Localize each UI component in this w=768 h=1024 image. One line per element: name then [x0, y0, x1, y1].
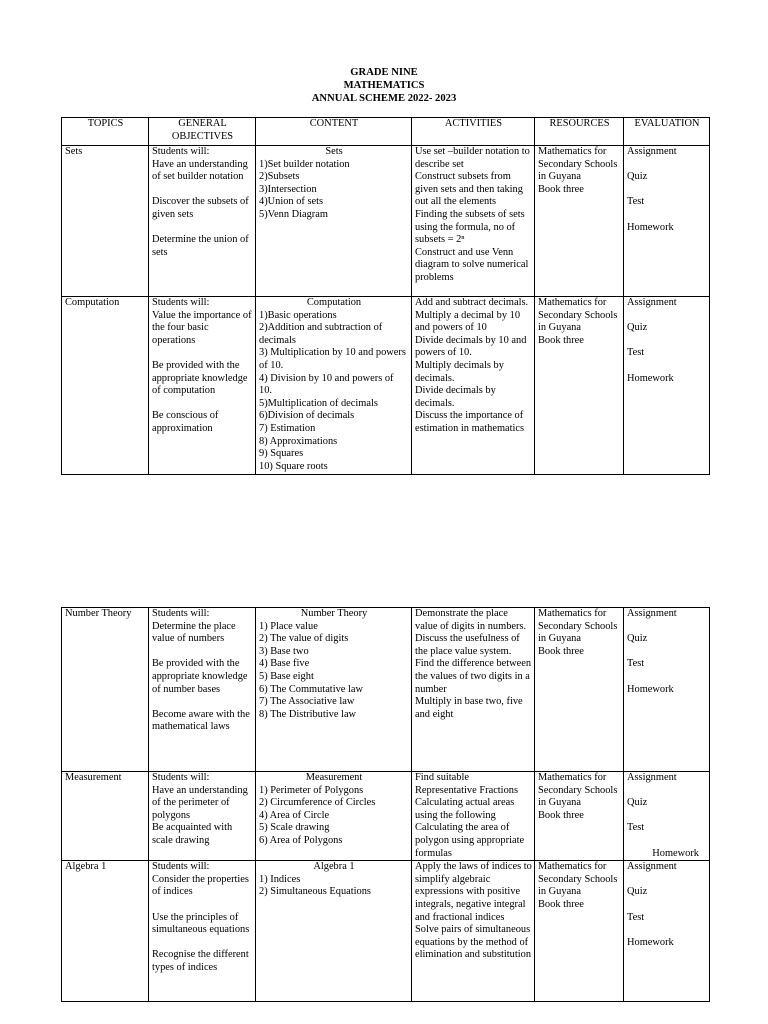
- content-item: 2)Subsets: [259, 171, 300, 183]
- evaluation-item: Assignment: [627, 297, 677, 308]
- activity-item: Divide decimals by 10 and powers of 10.: [415, 334, 527, 359]
- spacer: [152, 347, 253, 360]
- spacer: [152, 937, 253, 950]
- content-item: 5)Multiplication of decimals: [259, 397, 378, 409]
- content-cell: [256, 297, 412, 475]
- activity-item: Finding the subsets of sets using the formula, no of subsets = 2ⁿ: [415, 208, 525, 246]
- spacer: [152, 184, 253, 197]
- activities-cell: [412, 608, 535, 772]
- resource-item: Mathematics for Secondary Schools in Guyana: [538, 861, 618, 898]
- objective-item: Have an understanding of set builder notation: [152, 158, 248, 183]
- topic-name: Number Theory: [65, 608, 132, 619]
- resource-item: Mathematics for Secondary Schools in Guyana: [538, 772, 618, 809]
- objective-item: Discover the subsets of given sets: [152, 196, 249, 220]
- objective-item: Be acquainted with scale drawing: [152, 822, 233, 846]
- content-item: 1)Basic operations: [259, 309, 337, 321]
- objective-item: Use the principles of simultaneous equations: [152, 911, 250, 936]
- evaluation-cell: [624, 146, 710, 297]
- evaluation-item: Quiz: [627, 886, 648, 898]
- objective-item: Become aware with the mathematical laws: [152, 708, 250, 733]
- objective-item: Students will:: [152, 772, 210, 783]
- evaluation-item: Homework: [627, 683, 674, 695]
- topic-cell: [62, 146, 149, 297]
- scheme-table-part-1: [61, 117, 710, 475]
- activity-item: Find suitable Representative Fractions: [415, 772, 519, 796]
- resources-cell: [535, 861, 624, 1002]
- resources-cell: [535, 297, 624, 475]
- activity-item: Demonstrate the place value of digits in numbers.: [415, 608, 527, 632]
- content-cell: [256, 772, 412, 861]
- objectives-cell: [149, 146, 256, 297]
- evaluation-item: Homework: [627, 221, 674, 233]
- spacer: [152, 696, 253, 709]
- objective-item: Recognise the different types of indices: [152, 949, 249, 973]
- topic-cell: [62, 861, 149, 1002]
- objective-item: Be provided with the appropriate knowledge of number bases: [152, 658, 248, 695]
- activities-cell: [412, 146, 535, 297]
- evaluation-item: Test: [627, 196, 645, 208]
- evaluation-item: Assignment: [627, 146, 677, 157]
- topic-name: Algebra 1: [65, 861, 107, 873]
- column-header-objectives: GENERAL OBJECTIVES: [149, 118, 256, 146]
- activity-item: Calculating actual areas using the following: [415, 797, 515, 821]
- content-item: 6)Division of decimals: [259, 410, 355, 422]
- resource-item: Book three: [538, 809, 584, 821]
- activity-item: Discuss the usefulness of the place value system.: [415, 633, 520, 657]
- topic-name: Sets: [65, 146, 83, 157]
- activities-cell: [412, 772, 535, 861]
- resource-item: Book three: [538, 334, 584, 346]
- evaluation-item: Homework: [652, 847, 699, 859]
- activity-item: Find the difference between the values of two digits in a number: [415, 658, 532, 695]
- evaluation-item: Quiz: [627, 171, 648, 183]
- spacer: [152, 398, 253, 411]
- spacer: [152, 899, 253, 912]
- objective-item: Consider the properties of indices: [152, 873, 249, 898]
- table-row-sets: [62, 146, 710, 297]
- evaluation-item: Homework: [627, 936, 674, 948]
- objective-item: Value the importance of the four basic operations: [152, 309, 252, 346]
- content-item: 2) Simultaneous Equations: [259, 886, 371, 898]
- content-title: Algebra 1: [313, 861, 355, 873]
- content-item: 6) The Commutative law: [259, 683, 363, 695]
- table-row-number-theory: [62, 608, 710, 772]
- grade-heading: GRADE NINE: [350, 67, 418, 78]
- content-item: 4) Division by 10 and powers of 10.: [259, 372, 394, 397]
- subject-heading: MATHEMATICS: [343, 80, 425, 91]
- content-item: 10) Square roots: [259, 460, 328, 472]
- content-item: 9) Squares: [259, 448, 304, 460]
- evaluation-item: Test: [627, 822, 645, 834]
- table-row-algebra-1: [62, 861, 710, 1002]
- table-header-row: [62, 118, 710, 146]
- scheme-heading: ANNUAL SCHEME 2022- 2023: [311, 93, 457, 104]
- document-header: [0, 66, 768, 105]
- objective-item: Students will:: [152, 297, 210, 308]
- content-item: 2) The value of digits: [259, 633, 349, 645]
- resource-item: Book three: [538, 645, 584, 657]
- column-header-content: CONTENT: [256, 118, 412, 146]
- activity-item: Construct and use Venn diagram to solve numerical problems: [415, 246, 529, 283]
- resource-item: Book three: [538, 183, 584, 195]
- spacer: [152, 646, 253, 659]
- content-item: 3)Intersection: [259, 183, 317, 195]
- evaluation-item: Assignment: [627, 861, 677, 873]
- objective-item: Determine the union of sets: [152, 234, 249, 258]
- evaluation-item: Assignment: [627, 608, 677, 619]
- resources-cell: [535, 608, 624, 772]
- content-item: 4)Union of sets: [259, 196, 324, 208]
- content-title: Measurement: [305, 772, 363, 783]
- evaluation-cell: [624, 772, 710, 861]
- content-item: 1)Set builder notation: [259, 158, 350, 170]
- content-item: 6) Area of Polygons: [259, 834, 343, 846]
- topic-cell: [62, 297, 149, 475]
- evaluation-item: Assignment: [627, 772, 677, 783]
- activity-item: Add and subtract decimals.: [415, 297, 529, 308]
- table-row-computation: [62, 297, 710, 475]
- table-row-measurement: [62, 772, 710, 861]
- activity-item: Multiply in base two, five and eight: [415, 696, 523, 720]
- content-item: 7) Estimation: [259, 422, 316, 434]
- evaluation-item: Quiz: [627, 633, 648, 645]
- activity-item: Apply the laws of indices to simplify algebraic expressions with positive integrals, negative integral and fractional indices: [415, 861, 532, 923]
- activities-cell: [412, 861, 535, 1002]
- topic-name: Measurement: [65, 772, 122, 783]
- evaluation-item: Homework: [627, 372, 674, 384]
- content-item: 7) The Associative law: [259, 696, 355, 708]
- content-title: Computation: [306, 297, 362, 308]
- content-item: 8) The Distributive law: [259, 708, 357, 720]
- content-item: 4) Area of Circle: [259, 809, 330, 821]
- evaluation-item: Quiz: [627, 797, 648, 809]
- content-item: 3) Base two: [259, 645, 309, 657]
- topic-name: Computation: [65, 297, 120, 308]
- content-item: 5) Scale drawing: [259, 822, 330, 834]
- objective-item: Have an understanding of the perimeter of polygons: [152, 784, 248, 821]
- resources-cell: [535, 772, 624, 861]
- objective-item: Determine the place value of numbers: [152, 620, 236, 645]
- content-title: Sets: [325, 146, 343, 157]
- column-header-topics: TOPICS: [62, 118, 149, 146]
- resources-cell: [535, 146, 624, 297]
- objective-item: Students will:: [152, 608, 210, 619]
- content-item: 8) Approximations: [259, 435, 338, 447]
- content-item: 1) Perimeter of Polygons: [259, 784, 364, 796]
- evaluation-item: Test: [627, 347, 645, 359]
- content-cell: [256, 861, 412, 1002]
- content-item: 5) Base eight: [259, 670, 314, 682]
- resource-item: Mathematics for Secondary Schools in Guyana: [538, 146, 618, 183]
- resource-item: Mathematics for Secondary Schools in Guyana: [538, 608, 618, 645]
- activity-item: Use set –builder notation to describe set: [415, 146, 530, 170]
- content-cell: [256, 608, 412, 772]
- resource-item: Mathematics for Secondary Schools in Guyana: [538, 297, 618, 334]
- topic-cell: [62, 772, 149, 861]
- evaluation-cell: [624, 608, 710, 772]
- content-title: Number Theory: [300, 608, 368, 619]
- objectives-cell: [149, 297, 256, 475]
- resource-item: Book three: [538, 898, 584, 910]
- objectives-cell: [149, 772, 256, 861]
- scheme-table-part-2: [61, 607, 710, 1002]
- objectives-cell: [149, 861, 256, 1002]
- activities-cell: [412, 297, 535, 475]
- evaluation-item: Quiz: [627, 322, 648, 334]
- objective-item: Students will:: [152, 861, 210, 873]
- evaluation-cell: [624, 861, 710, 1002]
- activity-item: Multiply decimals by decimals.: [415, 359, 504, 384]
- evaluation-item: Test: [627, 911, 645, 923]
- evaluation-cell: [624, 297, 710, 475]
- activity-item: Solve pairs of simultaneous equations by the method of elimination and substitution: [415, 924, 532, 961]
- evaluation-item: Test: [627, 658, 645, 670]
- content-item: 1) Indices: [259, 873, 301, 885]
- column-header-evaluation: EVALUATION: [624, 118, 710, 146]
- topic-cell: [62, 608, 149, 772]
- activity-item: Calculating the area of polygon using appropriate formulas: [415, 822, 525, 859]
- column-header-activities: ACTIVITIES: [412, 118, 535, 146]
- content-item: 3) Multiplication by 10 and powers of 10.: [259, 347, 406, 371]
- objectives-cell: [149, 608, 256, 772]
- content-item: 1) Place value: [259, 620, 318, 632]
- activity-item: Divide decimals by decimals.: [415, 385, 496, 409]
- objective-item: Students will:: [152, 146, 210, 157]
- activity-item: Discuss the importance of estimation in mathematics: [415, 410, 525, 434]
- content-item: 5)Venn Diagram: [259, 208, 328, 220]
- activity-item: Construct subsets from given sets and then taking out all the elements: [415, 171, 523, 208]
- column-header-resources: RESOURCES: [535, 118, 624, 146]
- content-item: 4) Base five: [259, 658, 310, 670]
- spacer: [152, 222, 253, 235]
- content-cell: [256, 146, 412, 297]
- content-item: 2) Circumference of Circles: [259, 797, 376, 809]
- content-item: 2)Addition and subtraction of decimals: [259, 322, 383, 346]
- objective-item: Be conscious of approximation: [152, 410, 219, 434]
- activity-item: Multiply a decimal by 10 and powers of 10: [415, 309, 521, 334]
- objective-item: Be provided with the appropriate knowledge of computation: [152, 359, 248, 397]
